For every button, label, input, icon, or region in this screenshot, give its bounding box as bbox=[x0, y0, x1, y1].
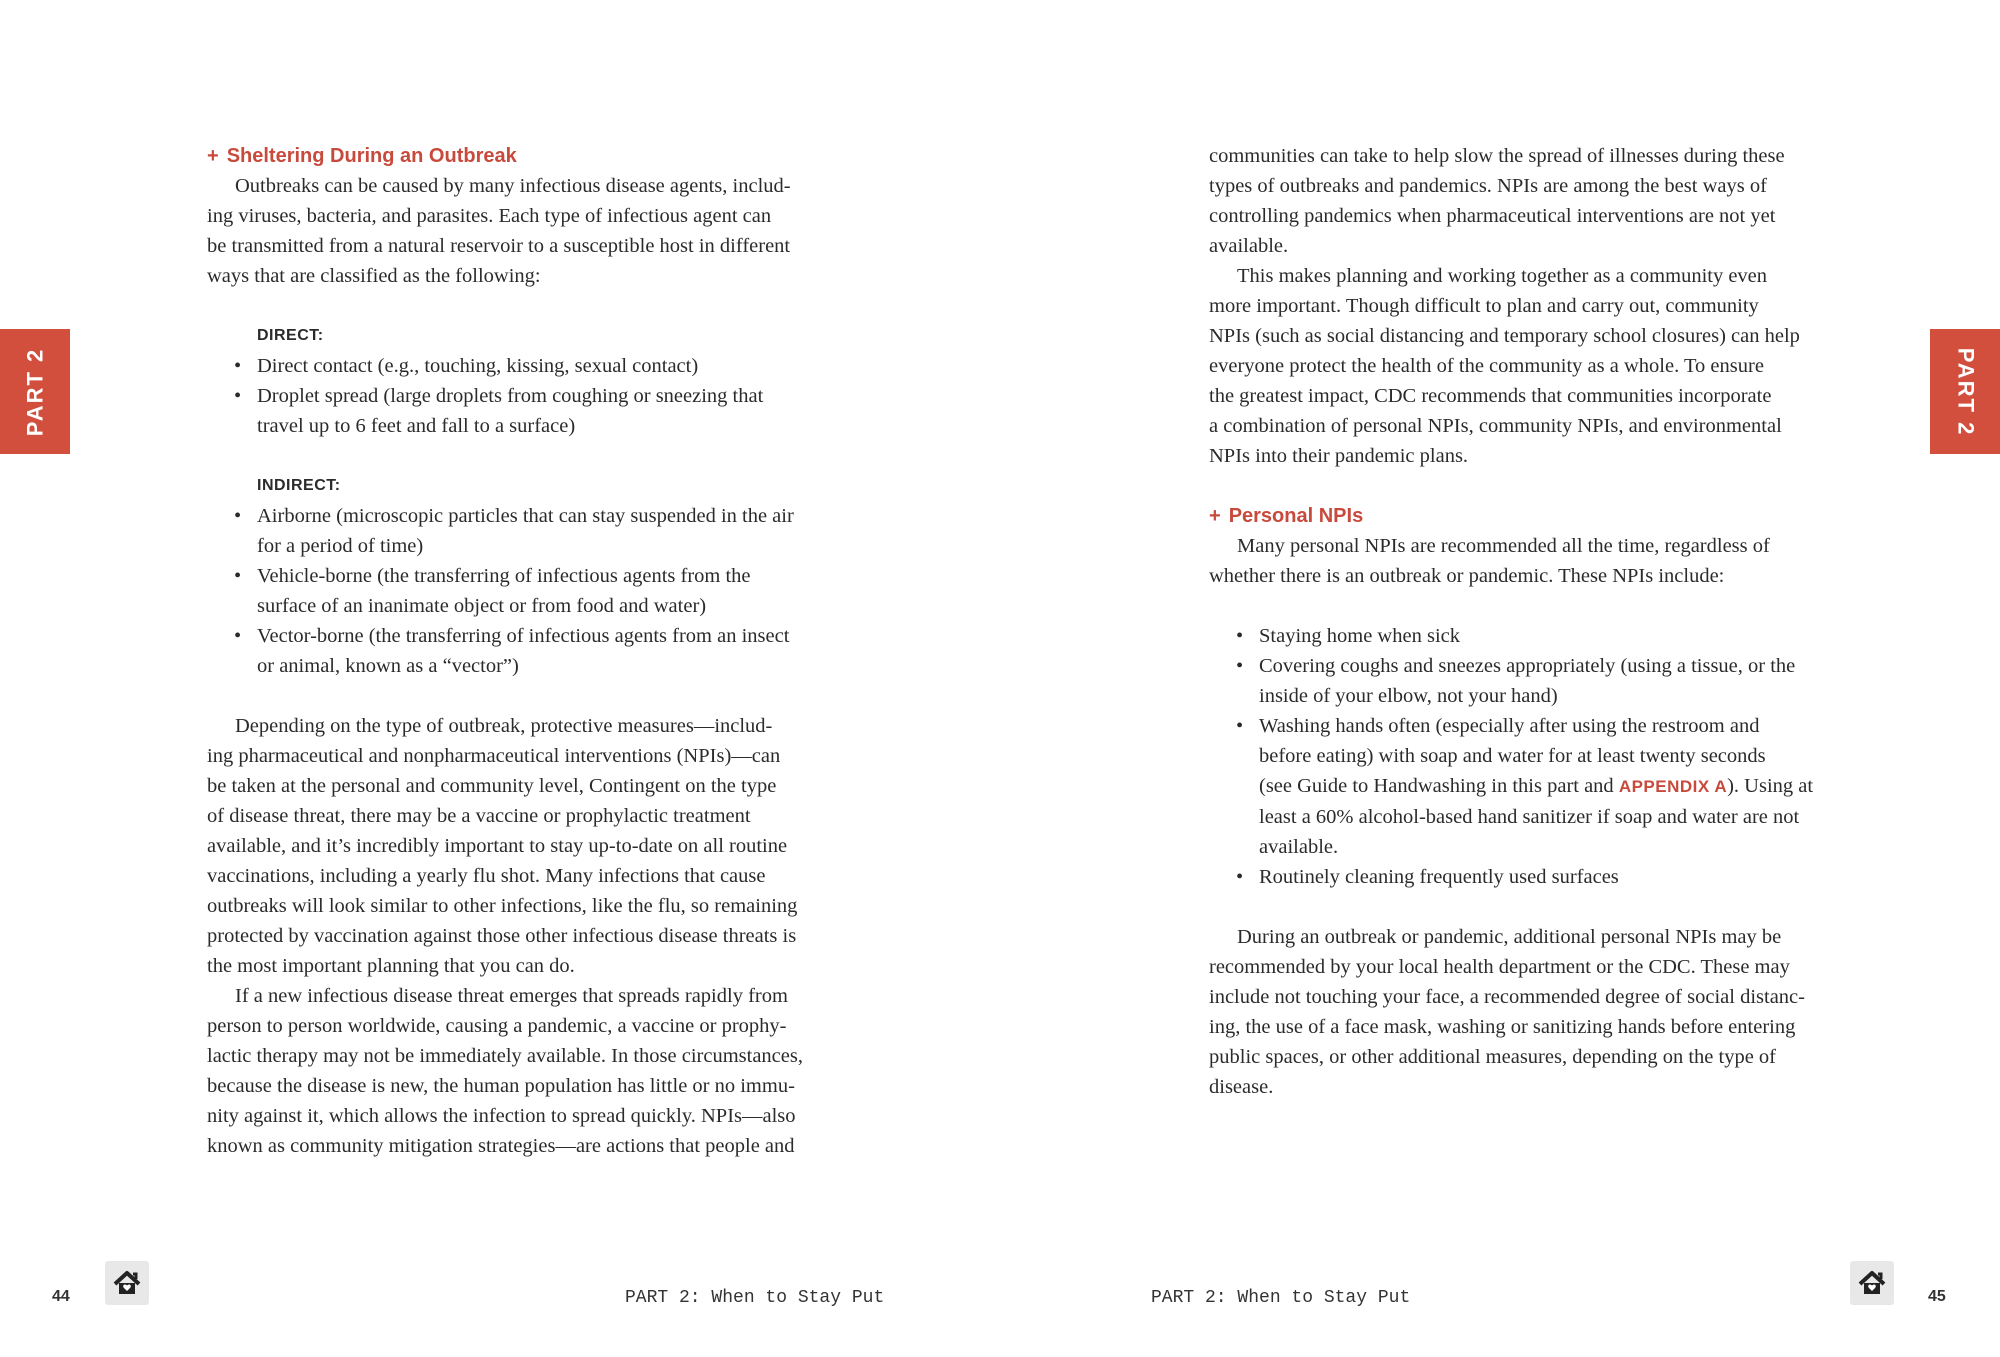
protective-measures-paragraph: Depending on the type of outbreak, protective measures—includ- ing pharmaceutical and nonpharmaceutical interventions (NPIs)—can be taken at the personal and community level, Contingent on the type of disease threat, there may be a vaccine or prophylactic treatment available, and it’s incredibly important to stay up-to-date on all routine vaccinations, including a yearly flu shot. Many infections that cause outbreaks will look similar to other infections, like the flu, so remaining protected by vaccination against those other infectious disease threats is the most important planning that you can do. bbox=[207, 715, 798, 977]
list-item: • Airborne (microscopic particles that can stay suspended in the air for a period of time) bbox=[207, 501, 847, 561]
list-item: • Vehicle-borne (the transferring of infectious agents from the surface of an inanimate object or from food and water) bbox=[207, 561, 847, 621]
home-icon[interactable] bbox=[1850, 1261, 1894, 1305]
plus-icon: + bbox=[1209, 505, 1221, 527]
plus-icon: + bbox=[207, 145, 219, 167]
list-item: • Droplet spread (large droplets from coughing or sneezing that travel up to 6 feet and fall to a surface) bbox=[207, 381, 847, 441]
part-tab-label: PART 2 bbox=[1953, 347, 1979, 436]
section-heading-personal-npis: + Personal NPIs bbox=[1209, 505, 1364, 527]
section-heading-sheltering: + Sheltering During an Outbreak bbox=[207, 145, 517, 167]
part-tab-right bbox=[1930, 329, 2000, 454]
direct-label: DIRECT: bbox=[257, 327, 324, 344]
pandemic-paragraph: If a new infectious disease threat emerges that spreads rapidly from person to person worldwide, causing a pandemic, a vaccine or prophy- lactic therapy may not be immediately available. In those circumstances, because the disease is new, the human population has little or no immu- nity against it, which allows the infection to spread quickly. NPIs—also known as community mitigation strategies—are actions that people and bbox=[207, 985, 803, 1157]
running-footer-right: PART 2: When to Stay Put bbox=[1151, 1288, 1411, 1308]
list-item: • Covering coughs and sneezes appropriately (using a tissue, or the inside of your elbow, not your hand) bbox=[1209, 651, 1853, 711]
part-tab-left bbox=[0, 329, 70, 454]
personal-npis-intro: Many personal NPIs are recommended all the time, regardless of whether there is an outbreak or pandemic. These NPIs include: bbox=[1209, 535, 1770, 587]
continued-paragraph: communities can take to help slow the spread of illnesses during these types of outbreaks and pandemics. NPIs are among the best ways of controlling pandemics when pharmaceutical interventions are not yet available. bbox=[1209, 145, 1785, 257]
page-number-left: 44 bbox=[52, 1288, 70, 1305]
list-item: • Routinely cleaning frequently used surfaces bbox=[1209, 862, 1853, 892]
running-footer-left: PART 2: When to Stay Put bbox=[625, 1288, 885, 1308]
indirect-list bbox=[207, 501, 847, 681]
planning-paragraph: This makes planning and working together as a community even more important. Though difficult to plan and carry out, community NPIs (such as social distancing and temporary school closures) can help everyone protect the health of the community as a whole. To ensure the greatest impact, CDC recommends that communities incorporate a combination of personal NPIs, community NPIs, and environmental NPIs into their pandemic plans. bbox=[1209, 265, 1800, 467]
right-column bbox=[1209, 141, 1853, 1102]
left-column bbox=[207, 141, 847, 1161]
page-number-right: 45 bbox=[1928, 1288, 1946, 1305]
list-item: • Vector-borne (the transferring of infectious agents from an insect or animal, known as a “vector”) bbox=[207, 621, 847, 681]
npi-list bbox=[1209, 621, 1853, 892]
list-item: • Washing hands often (especially after using the restroom and before eating) with soap and water for at least twenty seconds (see Guide to Handwashing in this part and APPENDIX A). Using at least a 60% alcohol-based hand sanitizer if soap and water are not available. bbox=[1209, 711, 1853, 862]
list-item: • Staying home when sick bbox=[1209, 621, 1853, 651]
home-icon[interactable] bbox=[105, 1261, 149, 1305]
outbreak-npis-paragraph: During an outbreak or pandemic, additional personal NPIs may be recommended by your local health department or the CDC. These may include not touching your face, a recommended degree of social distanc- ing, the use of a face mask, washing or sanitizing hands before entering public spaces, or other additional measures, depending on the type of disease. bbox=[1209, 926, 1805, 1098]
part-tab-label: PART 2 bbox=[22, 347, 48, 436]
home-icon-graphic bbox=[1850, 1261, 1894, 1305]
indirect-label: INDIRECT: bbox=[257, 477, 341, 494]
appendix-a-link[interactable]: APPENDIX A bbox=[1618, 777, 1728, 796]
home-icon-graphic bbox=[105, 1261, 149, 1305]
list-item: • Direct contact (e.g., touching, kissing, sexual contact) bbox=[207, 351, 847, 381]
intro-paragraph: Outbreaks can be caused by many infectious disease agents, includ- ing viruses, bacteria, and parasites. Each type of infectious agent can be transmitted from a natural reservoir to a susceptible host in different ways that are classified as the following: bbox=[207, 175, 791, 287]
direct-list bbox=[207, 351, 847, 441]
